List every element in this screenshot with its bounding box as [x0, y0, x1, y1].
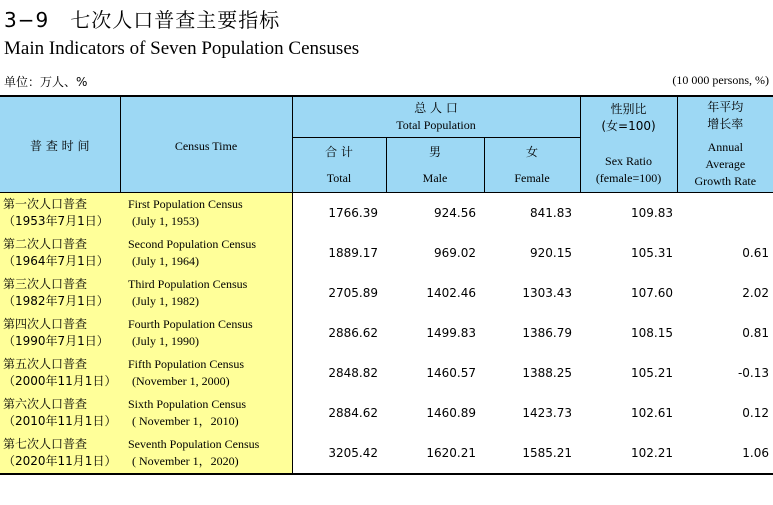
female-value: 841.83 — [530, 205, 573, 220]
female-value: 1303.43 — [522, 285, 573, 300]
total-value: 1889.17 — [328, 245, 378, 260]
male-value: 924.56 — [434, 205, 476, 220]
female-value: 1388.25 — [522, 365, 573, 380]
sex-ratio-value: 102.61 — [631, 405, 674, 420]
total-value: 2848.82 — [328, 365, 378, 380]
table-row — [0, 393, 773, 433]
table-title-en: Main Indicators of Seven Population Censuses — [4, 38, 360, 59]
census-name-cn: 第三次人口普查 （1982年7月1日） — [0, 273, 120, 313]
growth-rate-value: 0.81 — [742, 325, 770, 340]
female-value: 920.15 — [530, 245, 573, 260]
census-name-cn: 第二次人口普查 （1964年7月1日） — [0, 233, 120, 273]
total-value: 1766.39 — [328, 205, 378, 220]
census-name-cn: 第四次人口普查 （1990年7月1日） — [0, 313, 120, 353]
growth-rate-value: 0.61 — [742, 245, 770, 260]
sex-ratio-value: 108.15 — [631, 325, 674, 340]
table-row — [0, 233, 773, 273]
census-name-en: Third Population Census (July 1, 1982) — [120, 273, 292, 313]
male-value: 969.02 — [434, 245, 476, 260]
sex-ratio-value: 105.31 — [631, 245, 674, 260]
female-value: 1386.79 — [522, 325, 573, 340]
header-total: 合 计 Total — [292, 137, 386, 192]
census-name-cn: 第一次人口普查 （1953年7月1日） — [0, 192, 120, 233]
male-value: 1620.21 — [386, 433, 484, 474]
male-value: 1402.46 — [426, 285, 476, 300]
sex-ratio-value: 107.60 — [631, 285, 674, 300]
census-name-en: Sixth Population Census ( November 1，2010) — [120, 393, 292, 433]
total-value: 3205.42 — [292, 433, 386, 474]
growth-rate-value: 0.12 — [742, 405, 770, 420]
census-name-en: Second Population Census (July 1, 1964) — [120, 233, 292, 273]
growth-rate-value — [677, 192, 773, 233]
unit-label-cn: 单位：万人、% — [4, 75, 88, 89]
header-census-time-en: Census Time — [120, 96, 292, 192]
growth-rate-value: 1.06 — [677, 433, 773, 474]
table-row — [0, 353, 773, 393]
table-row — [0, 192, 773, 233]
female-value: 1585.21 — [484, 433, 580, 474]
male-value: 1460.57 — [426, 365, 476, 380]
growth-rate-value: -0.13 — [737, 365, 770, 380]
male-value: 1460.89 — [426, 405, 476, 420]
header-female: 女 Female — [484, 137, 580, 192]
census-name-en: Fifth Population Census (November 1, 2000) — [120, 353, 292, 393]
total-value: 2886.62 — [328, 325, 378, 340]
female-value: 1423.73 — [522, 405, 573, 420]
male-value: 1499.83 — [426, 325, 476, 340]
table-row — [0, 273, 773, 313]
header-sex-ratio: 性别比 (女=100) Sex Ratio (female=100) — [580, 96, 677, 192]
sex-ratio-value: 102.21 — [580, 433, 677, 474]
census-name-en: Fourth Population Census (July 1, 1990) — [120, 313, 292, 353]
total-value: 2884.62 — [328, 405, 378, 420]
table-title-cn: 3−9 七次人口普查主要指标 — [4, 8, 281, 32]
header-growth-rate: 年平均 增长率 Annual Average Growth Rate — [677, 96, 773, 192]
header-total-population: 总 人 口 Total Population — [292, 96, 580, 137]
table-row — [0, 313, 773, 353]
total-value: 2705.89 — [328, 285, 378, 300]
census-name-en: Seventh Population Census ( November 1，2020) — [120, 433, 292, 474]
growth-rate-value: 2.02 — [742, 285, 770, 300]
unit-label-en: (10 000 persons, %) — [672, 73, 769, 87]
census-table — [0, 95, 773, 475]
census-name-cn: 第七次人口普查 （2020年11月1日） — [0, 433, 120, 474]
sex-ratio-value: 109.83 — [631, 205, 674, 220]
header-male: 男 Male — [386, 137, 484, 192]
census-name-en: First Population Census (July 1, 1953) — [120, 192, 292, 233]
table-row — [0, 433, 773, 474]
header-census-time-cn: 普 查 时 间 — [0, 96, 120, 192]
census-name-cn: 第五次人口普查 （2000年11月1日） — [0, 353, 120, 393]
census-name-cn: 第六次人口普查 （2010年11月1日） — [0, 393, 120, 433]
sex-ratio-value: 105.21 — [631, 365, 674, 380]
